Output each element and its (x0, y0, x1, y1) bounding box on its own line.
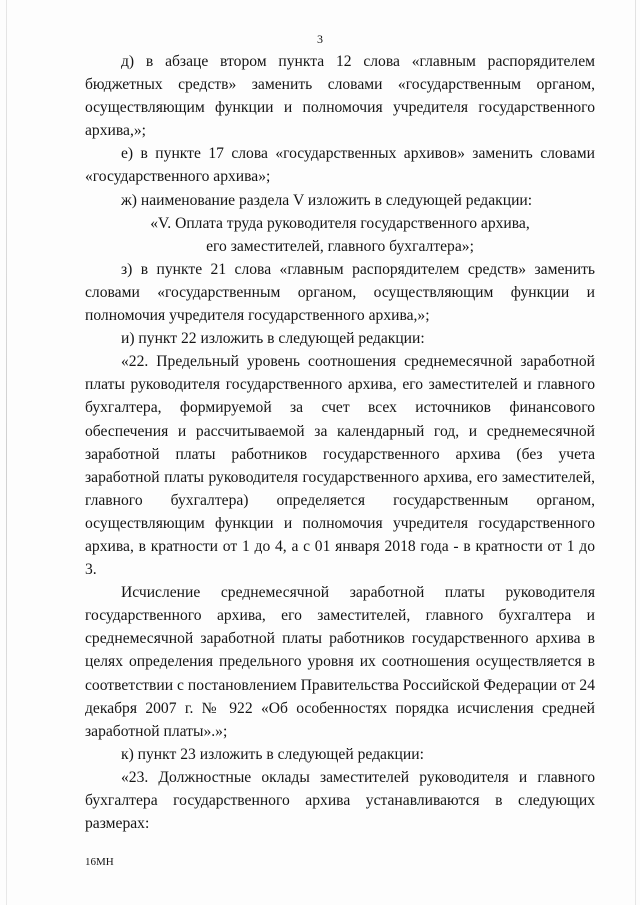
paragraph-e: е) в пункте 17 слова «государственных архивов» заменить словами «государственного архива»; (85, 145, 595, 186)
clause-22: «22. Предельный уровень соотношения среднемесячной заработной платы руководителя государственного архива, его заместителей и главного бухгалтера, формируемой за счет всех источников финансового обеспечения и рассчитываемой за календарный год, и среднемесячной заработной платы работников государственного архива (без учета заработной платы руководителя государственного архива, его заместителей, главного бухгалтера) определяется государственным органом, осуществляющим функции и полномочия учредителя государственного архива, в кратности от 1 до 4, а с 01 января 2018 года - в кратности от 1 до 3. (85, 353, 595, 579)
paragraph-z: з) в пункте 21 слова «главным распорядителем средств» заменить словами «государственным органом, осуществляющим функции и полномочия учредителя государственного архива,»; (85, 260, 595, 325)
clause-22-calculation: Исчисление среднемесячной заработной платы руководителя государственного архива, его заместителей, главного бухгалтера и среднемесячной заработной платы работников государственного архива в целях определения предельного уровня их соотношения осуществляется в соответствии с постановлением Правительства Российской Федерации от 24 декабря 2007 г. № 922 «Об особенностях порядка исчисления средней заработной платы».»; (85, 584, 595, 740)
paragraph-d: д) в абзаце втором пункта 12 слова «главным распорядителем бюджетных средств» заменить словами «государственным органом, осуществляющим функции и полномочия учредителя государственного архива,»; (85, 53, 595, 140)
footer-code: 16МН (85, 856, 114, 868)
paragraph-i: и) пункт 22 изложить в следующей редакции: (121, 330, 425, 348)
clause-23: «23. Должностные оклады заместителей руководителя и главного бухгалтера государственного архива устанавливаются в следующих размерах: (85, 768, 595, 833)
scan-edge-left (6, 0, 7, 905)
scan-edge-right (635, 0, 636, 905)
section-title-line-1: «V. Оплата труда руководителя государственного архива, (150, 214, 530, 232)
paragraph-zh: ж) наименование раздела V изложить в следующей редакции: (121, 191, 533, 209)
section-title-line-2: его заместителей, главного бухгалтера»; (206, 237, 474, 255)
page-number: 3 (317, 32, 323, 46)
paragraph-k: к) пункт 23 изложить в следующей редакции: (121, 745, 424, 763)
document-body (85, 50, 595, 835)
